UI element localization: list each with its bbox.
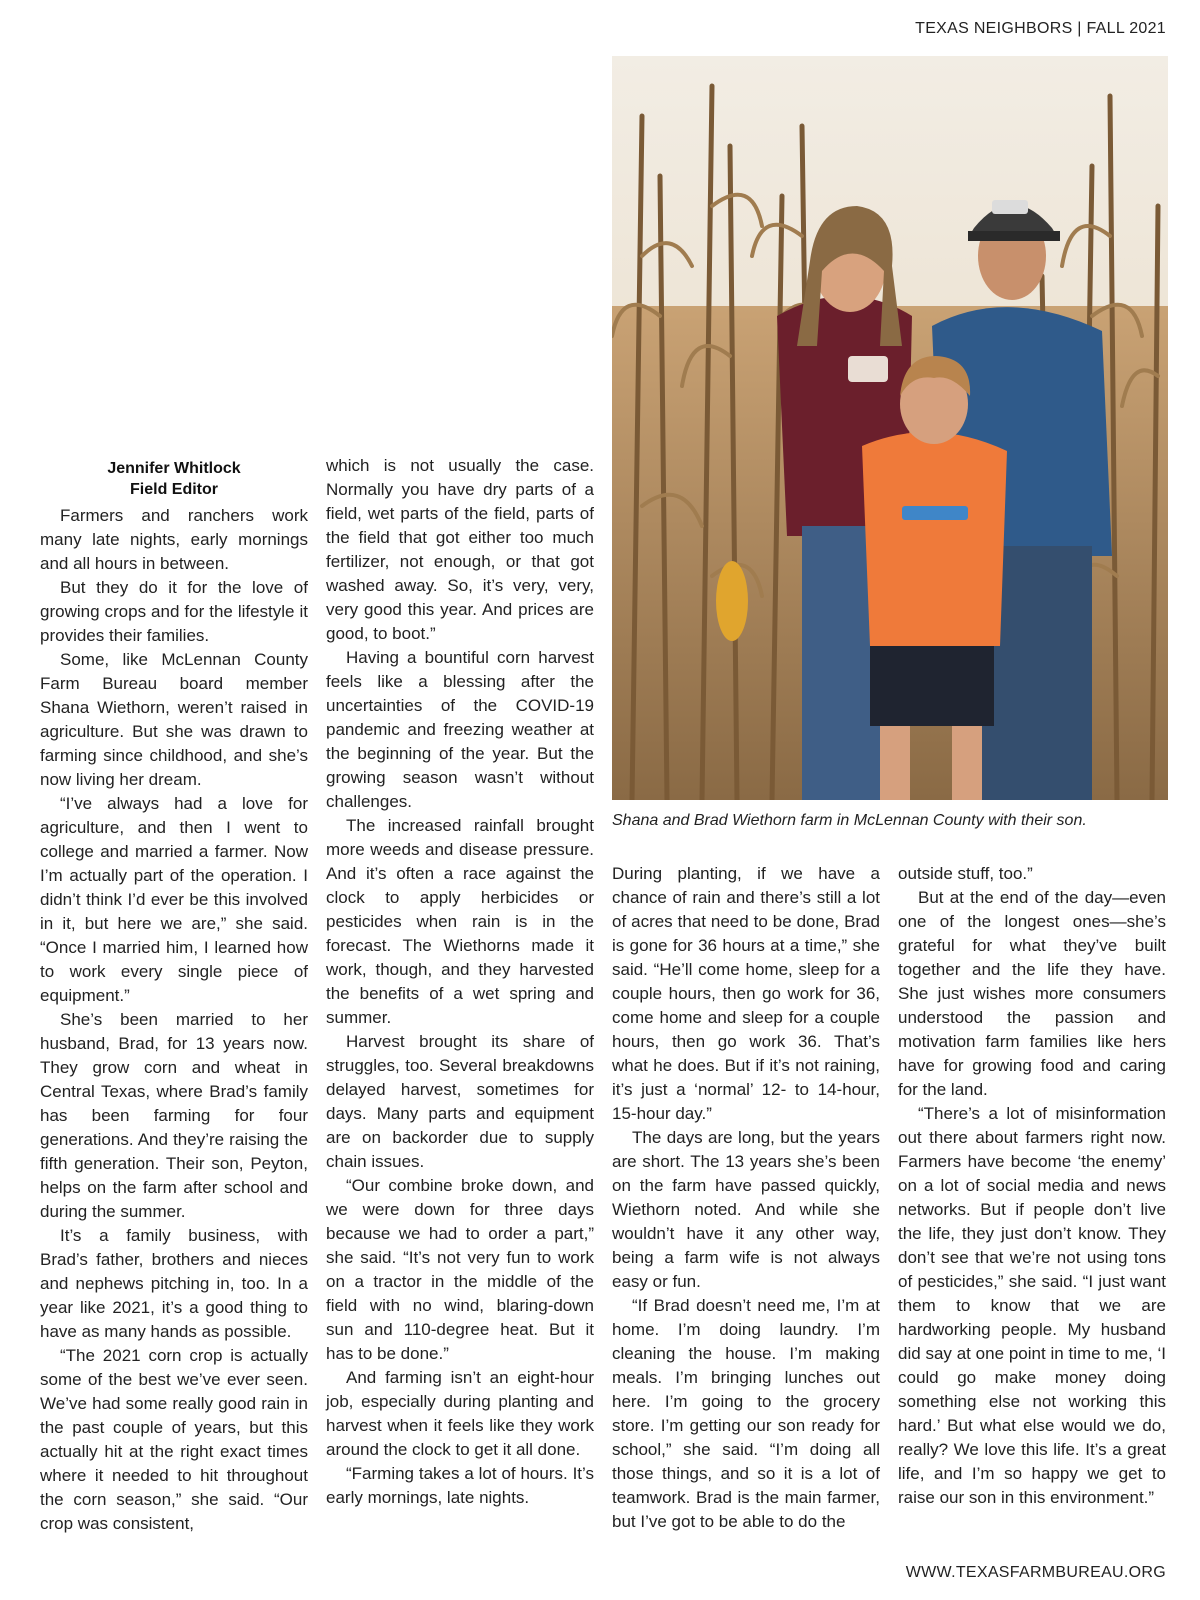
paragraph: outside stuff, too.”: [898, 864, 1033, 883]
paragraph: Some, like McLennan County Farm Bureau board member Shana Wiethorn, weren’t raised in agriculture. But she was drawn to farming since childhood, and she’s now living her dream.: [40, 650, 308, 789]
article-column-3: [612, 862, 880, 1534]
author-role: Field Editor: [130, 481, 218, 498]
issue-header: TEXAS NEIGHBORS | FALL 2021: [915, 20, 1166, 37]
author-name: Jennifer Whitlock: [107, 460, 241, 477]
paragraph: “Our combine broke down, and we were down for three days because we had to order a part,” she said. “It’s not very fun to work on a tractor in the middle of the field with no wind, blaring-down sun and 110-degree heat. But it has to be done.”: [326, 1176, 594, 1363]
photo-caption: Shana and Brad Wiethorn farm in McLennan County with their son.: [612, 812, 1087, 829]
paragraph: Harvest brought its share of struggles, too. Several breakdowns delayed harvest, sometimes for days. Many parts and equipment are on backorder due to supply chain issues.: [326, 1032, 594, 1171]
paragraph: Farmers and ranchers work many late nights, early mornings and all hours in between.: [40, 506, 308, 573]
paragraph: During planting, if we have a chance of rain and there’s still a lot of acres that need to be done, Brad is gone for 36 hours at a time,” she said. “He’ll come home, sleep for a couple hours, then go work for 36, come home and sleep for a couple hours, then go work 36. That’s what he does. But if it’s not raining, it’s just a ‘normal’ 12- to 14-hour, 15-hour day.”: [612, 864, 880, 1123]
paragraph: The increased rainfall brought more weeds and disease pressure. And it’s often a race against the clock to apply herbicides or pesticides when rain is in the forecast. The Wiethorns made it work, though, and they harvested the benefits of a wet spring and summer.: [326, 816, 594, 1027]
paragraph: She’s been married to her husband, Brad, for 13 years now. They grow corn and wheat in Central Texas, where Brad’s family has been farming for four generations. And they’re raising the fifth generation. Their son, Peyton, helps on the farm after school and during the summer.: [40, 1010, 308, 1221]
site-url-footer: WWW.TEXASFARMBUREAU.ORG: [905, 1564, 1166, 1581]
paragraph: which is not usually the case. Normally you have dry parts of a field, wet parts of the field, parts of the field that got either too much fertilizer, not enough, or that got washed away. So, it’s very, very, very good this year. And prices are good, to boot.”: [326, 456, 594, 643]
paragraph: Having a bountiful corn harvest feels like a blessing after the uncertainties of the COVID-19 pandemic and freezing weather at the beginning of the year. But the growing season wasn’t without challenges.: [326, 648, 594, 811]
paragraph: But they do it for the love of growing crops and for the lifestyle it provides their families.: [40, 578, 308, 645]
paragraph: But at the end of the day—even one of the longest ones—she’s grateful for what they’ve built together and the life they have. She just wishes more consumers understood the passion and motivation farm families like hers have for growing food and caring for the land.: [898, 888, 1166, 1099]
paragraph: “There’s a lot of misinformation out there about farmers right now. Farmers have become ‘the enemy’ on a lot of social media and news networks. But if people don’t live the life, they just don’t know. They don’t see that we’re not using tons of pesticides,” she said. “I just want them to know that we are hardworking people. My husband did say at one point in time to me, ‘I could go make money doing something else not working this hard.’ But what else would we do, really? We love this life. It’s a great life, and I’m so happy we get to raise our son in this environment.”: [898, 1104, 1166, 1507]
family-in-cornfield-illustration: [612, 56, 1168, 800]
paragraph: The days are long, but the years are short. The 13 years she’s been on the farm have passed quickly, Wiethorn noted. And while she wouldn’t have it any other way, being a farm wife is not always easy or fun.: [612, 1128, 880, 1291]
paragraph: “The 2021 corn crop is actually some of the best we’ve ever seen. We’ve had some really good rain in the past couple of years, but this actually hit at the right exact times where it needed to hit throughout the corn season,” she said. “Our crop was consistent,: [40, 1346, 308, 1533]
byline: [40, 458, 308, 500]
article-column-2: [326, 454, 594, 1510]
paragraph: It’s a family business, with Brad’s father, brothers and nieces and nephews pitching in, too. In a year like 2021, it’s a good thing to have as many hands as possible.: [40, 1226, 308, 1341]
article-column-4: [898, 862, 1166, 1510]
paragraph: “Farming takes a lot of hours. It’s early mornings, late nights.: [326, 1464, 594, 1507]
article-column-1: [40, 458, 308, 1536]
paragraph: And farming isn’t an eight-hour job, especially during planting and harvest when it feels like they work around the clock to get it all done.: [326, 1368, 594, 1459]
paragraph: “If Brad doesn’t need me, I’m at home. I’m doing laundry. I’m cleaning the house. I’m making meals. I’m bringing lunches out here. I’m going to the grocery store. I’m getting our son ready for school,” she said. “I’m doing all those things, and so it is a lot of teamwork. Brad is the main farmer, but I’ve got to be able to do the: [612, 1296, 880, 1531]
paragraph: “I’ve always had a love for agriculture, and then I went to college and married a farmer. Now I’m actually part of the operation. I didn’t think I’d ever be this involved in it, but here we are,” she said. “Once I married him, I learned how to work every single piece of equipment.”: [40, 794, 308, 1005]
family-photo: [612, 56, 1168, 800]
